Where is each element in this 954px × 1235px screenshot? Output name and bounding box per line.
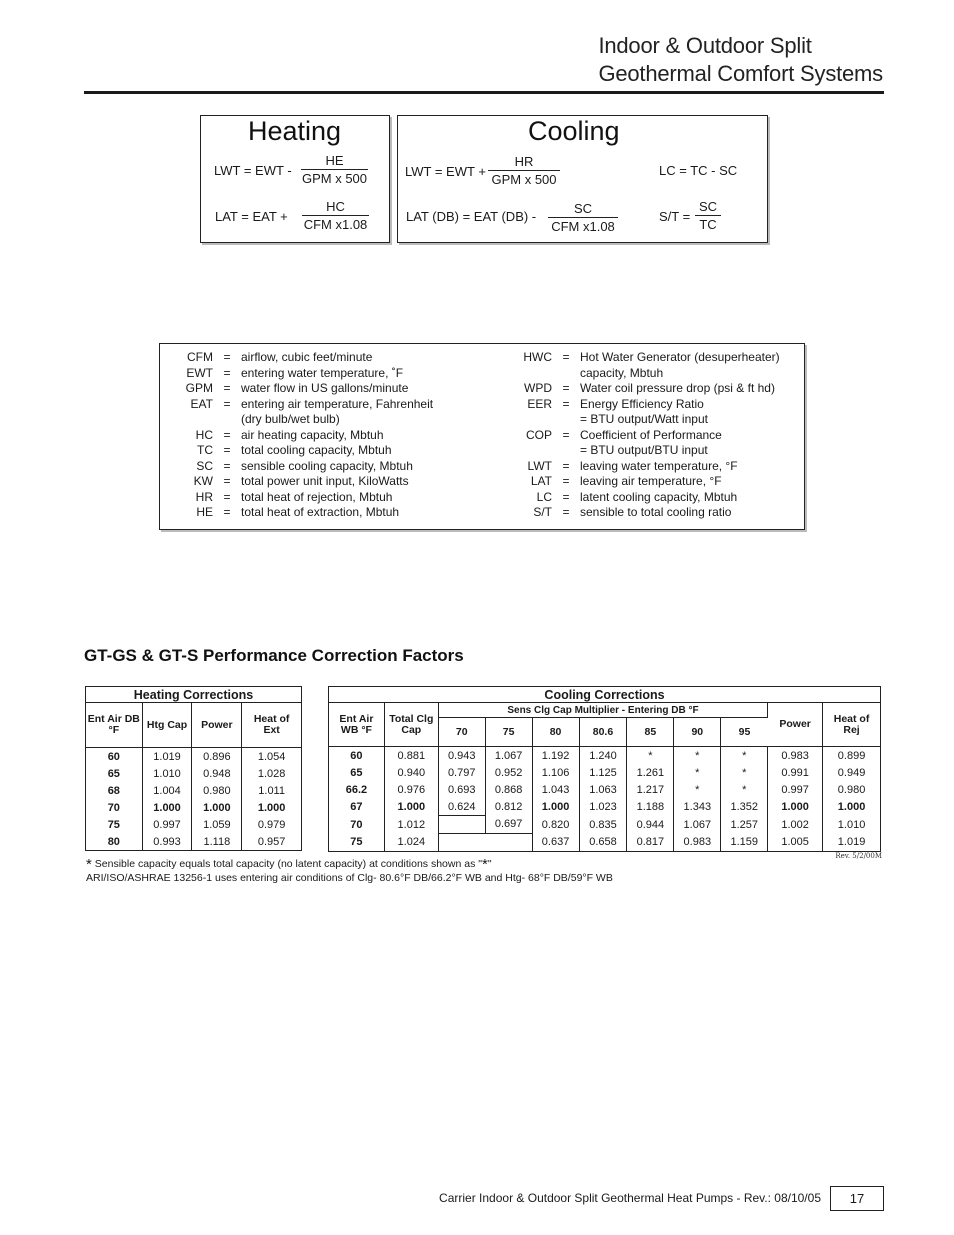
legend-equals: = [562, 505, 570, 519]
table-cell: * [721, 747, 768, 765]
table-cell: 1.019 [142, 748, 192, 766]
table-cell: 0.899 [837, 749, 866, 762]
table-cell: 0.940 [384, 764, 438, 781]
table-cell: 1.054 [257, 750, 286, 763]
table-cell: 0.797 [438, 764, 485, 781]
legend-abbr: KW [193, 474, 213, 488]
legend-row [160, 443, 433, 459]
table-cell: 0.948 [192, 765, 242, 782]
page-number: 17 [830, 1186, 884, 1211]
table-cell: 0.697 [485, 816, 532, 834]
legend-row [160, 459, 433, 475]
footnote-ari: ARI/ISO/ASHRAE 13256-1 uses entering air conditions of Clg- 80.6°F DB/66.2°F WB and Htg- 68°F DB/59°F WB [86, 872, 613, 884]
legend-equals: = [562, 381, 570, 395]
table-cell: 0.817 [627, 834, 674, 852]
header-line: Ext [263, 724, 280, 736]
legend-abbr: EWT [186, 365, 213, 380]
table-cell: 1.010 [837, 818, 866, 831]
table-cell: 1.010 [142, 765, 192, 782]
footnote-sensible [86, 856, 492, 873]
table-cell: 68 [86, 782, 143, 799]
table-cell: 0.693 [438, 781, 485, 798]
legend-equals: = [562, 396, 570, 411]
table-cell: 70 [86, 799, 143, 816]
legend-desc: air heating capacity, Mbtuh [241, 427, 384, 442]
legend-desc: total cooling capacity, Mbtuh [241, 443, 392, 457]
revision-note: Rev. 5/2/00M [835, 852, 882, 860]
table-cell: 1.106 [532, 764, 579, 781]
legend-desc: total heat of extraction, Mbtuh [241, 505, 400, 519]
legend-row [490, 443, 780, 459]
legend-equals: = [562, 489, 570, 504]
heating-title: Heating [248, 116, 342, 146]
legend-abbr [160, 412, 213, 428]
table-cell: * [721, 764, 768, 781]
table-cell [438, 834, 485, 852]
legend-row [490, 474, 780, 490]
legend-abbr: SC [196, 458, 213, 473]
heating-table-title: Heating Corrections [86, 687, 302, 703]
legend-desc: total power unit input, KiloWatts [241, 474, 409, 488]
legend-abbr: LC [536, 489, 552, 504]
legend-equals: = [562, 350, 570, 364]
table-cell: 0.957 [257, 835, 286, 848]
header-line: WB °F [340, 723, 372, 736]
table-cell: 0.812 [485, 798, 532, 816]
legend-desc: leaving water temperature, °F [580, 458, 738, 473]
header-line: Power [201, 718, 233, 731]
table-row [86, 765, 302, 782]
heating-lwt-den: GPM x 500 [301, 171, 368, 186]
abbreviation-legend [159, 343, 805, 530]
table-cell: 65 [329, 764, 385, 781]
table-cell: 66.2 [329, 781, 385, 798]
table-cell [438, 816, 485, 834]
legend-equals: = [223, 365, 231, 380]
legend-equals: = [223, 381, 231, 395]
table-cell: 1.067 [674, 816, 721, 834]
header-line: Heat of [253, 713, 290, 725]
table-cell: 0.881 [384, 747, 438, 765]
legend-equals: = [223, 458, 231, 473]
legend-abbr [490, 366, 552, 382]
heating-col-header [86, 703, 143, 748]
table-cell: 1.043 [532, 781, 579, 798]
legend-row [490, 381, 780, 397]
cooling-lwt-den: GPM x 500 [491, 172, 557, 187]
table-cell: 1.000 [837, 800, 866, 813]
heating-lwt-num: HE [301, 153, 368, 170]
heating-lat-num: HC [302, 199, 369, 216]
table-cell: 0.868 [485, 781, 532, 798]
legend-row [160, 350, 433, 366]
cooling-st-num: SC [695, 199, 721, 216]
table-cell: 0.637 [532, 834, 579, 852]
legend-row [160, 397, 433, 413]
cooling-lwt-num: HR [488, 154, 560, 171]
cooling-st-den: TC [699, 217, 717, 232]
table-cell: 0.993 [142, 833, 192, 851]
table-cell: * [674, 747, 721, 765]
table-cell: 0.624 [438, 798, 485, 816]
table-cell: 1.240 [579, 747, 627, 765]
table-cell: 1.118 [192, 833, 242, 851]
footer-text: Carrier Indoor & Outdoor Split Geothermal Heat Pumps - Rev.: 08/10/05 [439, 1191, 821, 1205]
legend-desc: Energy Efficiency Ratio [580, 396, 704, 411]
table-row [86, 748, 302, 766]
legend-desc: Hot Water Generator (desuperheater) [580, 350, 780, 364]
table-cell: 67 [329, 798, 385, 816]
entering-db-header: 90 [674, 718, 721, 747]
legend-abbr: HE [196, 505, 213, 519]
table-cell: 1.125 [579, 764, 627, 781]
legend-equals [552, 366, 580, 382]
legend-row [490, 459, 780, 475]
header-line: Power [779, 718, 811, 730]
table-cell: 0.820 [532, 816, 579, 834]
legend-row [160, 428, 433, 444]
legend-abbr: HC [195, 427, 213, 442]
legend-row [160, 474, 433, 490]
table-cell: 1.343 [674, 798, 721, 816]
title-line-1: Indoor & Outdoor Split [598, 33, 812, 58]
table-cell: 0.949 [837, 766, 866, 779]
title-line-2: Geothermal Comfort Systems [598, 61, 883, 86]
table-row [86, 782, 302, 799]
legend-abbr: LAT [530, 474, 552, 488]
legend-equals [552, 443, 580, 459]
heating-formula-box [200, 115, 390, 243]
legend-equals: = [223, 505, 231, 519]
multiplier-subheader: Sens Clg Cap Multiplier - Entering DB °F [438, 703, 767, 718]
table-cell: 1.000 [384, 798, 438, 816]
entering-db-header: 85 [627, 718, 674, 747]
table-cell: 0.976 [384, 781, 438, 798]
legend-equals [552, 412, 580, 428]
table-row [86, 799, 302, 816]
table-cell: 1.261 [627, 764, 674, 781]
legend-abbr: HWC [523, 350, 552, 364]
table-cell: 0.983 [768, 747, 823, 765]
table-cell: 0.983 [674, 834, 721, 852]
table-cell: * [674, 781, 721, 798]
header-line: Rej [843, 723, 860, 736]
table-row [329, 781, 881, 798]
table-cell: 0.980 [837, 783, 866, 796]
legend-desc: airflow, cubic feet/minute [241, 350, 373, 364]
header-line: Heat of [833, 712, 870, 725]
footnote-close-quote: " [487, 858, 492, 870]
legend-abbr: TC [197, 443, 213, 457]
table-cell: 1.188 [627, 798, 674, 816]
cooling-corrections-table [328, 686, 881, 852]
heating-lat-lhs: LAT = EAT + [215, 209, 288, 224]
table-cell: 1.024 [384, 834, 438, 852]
table-cell: 0.658 [579, 834, 627, 852]
heating-col-header [242, 703, 302, 748]
table-cell: 0.896 [192, 748, 242, 766]
header-line: Cap [401, 723, 422, 736]
legend-equals: = [223, 427, 231, 442]
table-cell: 1.011 [258, 784, 285, 797]
table-cell: 1.000 [768, 798, 823, 816]
legend-abbr [490, 443, 552, 459]
cooling-lat-den: CFM x1.08 [551, 219, 615, 234]
table-cell: 1.063 [579, 781, 627, 798]
legend-equals: = [223, 350, 231, 364]
table-cell: 1.000 [257, 801, 286, 814]
legend-desc: = BTU output/BTU input [580, 443, 708, 457]
legend-desc: (dry bulb/wet bulb) [241, 412, 340, 426]
legend-equals: = [562, 427, 570, 442]
heating-corrections-table [85, 686, 302, 851]
table-row [329, 798, 881, 816]
heating-col-header [142, 703, 192, 748]
table-cell: 0.997 [142, 816, 192, 833]
table-cell: * [674, 764, 721, 781]
footnote-inline-star: * [481, 856, 488, 873]
table-cell: 65 [86, 765, 143, 782]
heating-lwt-lhs: LWT = EWT - [214, 163, 292, 178]
cooling-lat-num: SC [548, 201, 618, 218]
legend-desc: entering water temperature, ˚F [241, 365, 404, 380]
cooling-lat-lhs: LAT (DB) = EAT (DB) - [406, 209, 537, 224]
legend-abbr: GPM [185, 381, 213, 395]
table-cell: * [721, 781, 768, 798]
legend-row [490, 350, 780, 366]
table-cell: 80 [86, 833, 143, 851]
legend-right-column [490, 350, 780, 521]
entering-db-header: 80 [532, 718, 579, 747]
table-cell: 1.028 [257, 767, 286, 780]
footnote-star: * [86, 856, 92, 873]
legend-abbr: CFM [187, 350, 213, 364]
table-cell: 1.000 [192, 799, 242, 816]
legend-row [160, 412, 433, 428]
table-row [329, 747, 881, 765]
legend-equals: = [562, 474, 570, 488]
table-cell: 1.067 [485, 747, 532, 765]
legend-row [490, 490, 780, 506]
legend-row [160, 381, 433, 397]
table-cell: 1.019 [837, 836, 866, 849]
entering-db-header: 95 [721, 718, 768, 747]
legend-abbr: LWT [527, 458, 552, 473]
table-cell: 1.257 [721, 816, 768, 834]
legend-left-column [160, 350, 433, 521]
table-cell: 0.991 [768, 764, 823, 781]
table-cell: 1.059 [192, 816, 242, 833]
cooling-st-fraction [695, 199, 721, 233]
legend-desc: Water coil pressure drop (psi & ft hd) [580, 381, 775, 395]
cooling-col-header [768, 703, 823, 747]
table-cell: 75 [86, 816, 143, 833]
cooling-lwt-fraction [488, 154, 560, 188]
table-cell: 1.012 [384, 816, 438, 834]
legend-equals [213, 412, 241, 428]
entering-db-header: 80.6 [579, 718, 627, 747]
header-line: Htg Cap [146, 718, 188, 731]
table-cell: 1.023 [579, 798, 627, 816]
legend-desc: capacity, Mbtuh [580, 365, 664, 380]
table-cell: 1.000 [532, 798, 579, 816]
legend-desc: = BTU output/Watt input [580, 412, 708, 426]
header-line: Ent Air [339, 712, 374, 725]
legend-equals: = [223, 396, 231, 411]
legend-row [490, 366, 780, 382]
cooling-formula-box [397, 115, 768, 243]
table-cell: 0.979 [257, 818, 286, 831]
table-row [329, 764, 881, 781]
legend-desc: total heat of rejection, Mbtuh [241, 489, 393, 504]
legend-row [490, 428, 780, 444]
table-cell: 60 [86, 748, 143, 766]
legend-row [160, 505, 433, 521]
legend-row [160, 366, 433, 382]
legend-desc: entering air temperature, Fahrenheit [241, 396, 434, 411]
legend-abbr: COP [525, 427, 552, 442]
table-row [86, 833, 302, 851]
cooling-lat-fraction [548, 201, 618, 235]
cooling-table-title: Cooling Corrections [329, 687, 881, 703]
table-cell: 75 [329, 834, 385, 852]
cooling-lc-formula: LC = TC - SC [659, 163, 738, 178]
cooling-lwt-lhs: LWT = EWT + [405, 164, 486, 179]
table-cell: 0.943 [438, 747, 485, 765]
legend-abbr: S/T [533, 505, 552, 519]
entering-db-header: 75 [485, 718, 532, 747]
legend-row [490, 412, 780, 428]
header-line: Ent Air DB [87, 713, 140, 725]
header-rule [84, 91, 884, 94]
legend-row [490, 397, 780, 413]
heating-lat-fraction [302, 199, 369, 233]
table-cell: 1.217 [627, 781, 674, 798]
table-cell: 1.002 [768, 816, 823, 834]
legend-abbr: WPD [524, 381, 552, 395]
table-cell: 1.159 [721, 834, 768, 852]
table-cell [485, 834, 532, 852]
legend-row [160, 490, 433, 506]
cooling-col-header [384, 703, 438, 747]
header-line: °F [108, 724, 120, 736]
table-cell: 70 [329, 816, 385, 834]
table-cell: 1.352 [721, 798, 768, 816]
section-title: GT-GS & GT-S Performance Correction Factors [84, 646, 464, 665]
legend-abbr: HR [195, 489, 213, 504]
table-cell: 0.980 [192, 782, 242, 799]
table-cell: * [627, 747, 674, 765]
heating-lwt-fraction [301, 153, 368, 187]
legend-row [490, 505, 780, 521]
entering-db-header: 70 [438, 718, 485, 747]
table-row [329, 834, 881, 852]
cooling-col-header [823, 703, 881, 747]
table-cell: 60 [329, 747, 385, 765]
table-cell: 1.192 [532, 747, 579, 765]
legend-desc: Coefficient of Performance [580, 427, 722, 442]
heating-lat-den: CFM x1.08 [303, 217, 368, 232]
table-cell: 0.944 [627, 816, 674, 834]
legend-equals: = [223, 443, 231, 457]
header-line: Total Clg [389, 712, 434, 725]
table-cell: 1.005 [768, 834, 823, 852]
legend-equals: = [223, 474, 231, 488]
cooling-st-lhs: S/T = [659, 209, 691, 224]
heating-col-header [192, 703, 242, 748]
table-row [86, 816, 302, 833]
legend-desc: latent cooling capacity, Mbtuh [580, 489, 738, 504]
legend-desc: leaving air temperature, °F [580, 474, 722, 488]
legend-equals: = [562, 458, 570, 473]
table-cell: 0.835 [579, 816, 627, 834]
legend-abbr [490, 412, 552, 428]
table-cell: 0.952 [485, 764, 532, 781]
document-title [598, 32, 883, 88]
footnote-sensible-text: Sensible capacity equals total capacity (no latent capacity) at conditions shown as " [94, 858, 482, 870]
cooling-col-header [329, 703, 385, 747]
cooling-title: Cooling [528, 116, 620, 146]
legend-desc: sensible cooling capacity, Mbtuh [241, 458, 413, 473]
table-cell: 0.997 [768, 781, 823, 798]
legend-abbr: EER [527, 396, 552, 411]
table-cell: 1.004 [142, 782, 192, 799]
legend-desc: sensible to total cooling ratio [580, 505, 732, 519]
table-row [329, 816, 881, 834]
legend-abbr: EAT [190, 396, 213, 411]
legend-equals: = [223, 489, 231, 504]
table-cell: 1.000 [142, 799, 192, 816]
legend-desc: water flow in US gallons/minute [241, 381, 409, 395]
